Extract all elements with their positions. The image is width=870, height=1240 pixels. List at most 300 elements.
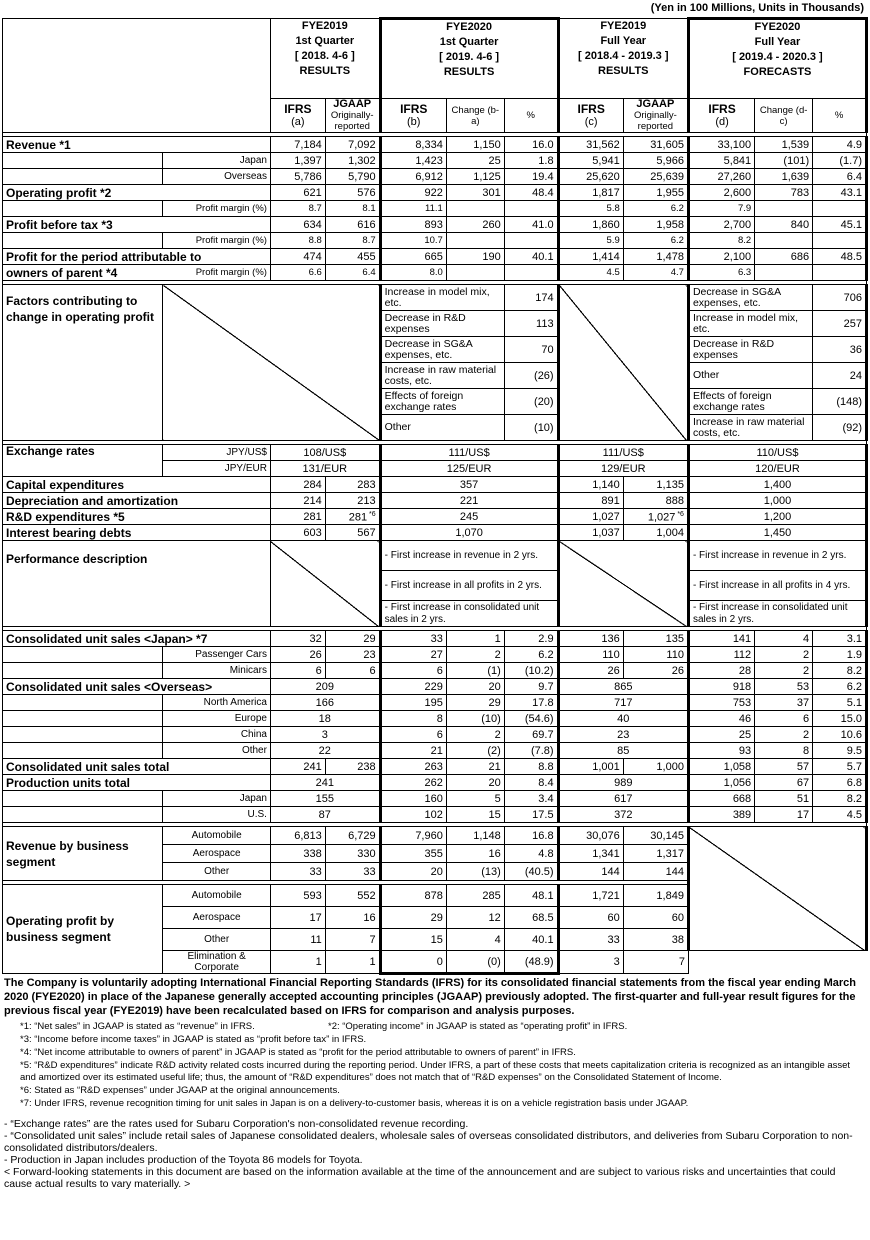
value-cell [504,233,558,249]
value-cell: 29 [325,631,380,647]
value-cell: 23 [558,727,688,743]
segment-sublabel: Elimination & Corporate [163,951,271,974]
factor-fy-value: (148) [813,389,867,415]
value-cell: 46 [688,711,754,727]
value-cell: 6,912 [380,169,446,185]
value-cell: 1,056 [688,775,754,791]
value-cell: 8.2 [813,663,867,679]
value-cell: 43.1 [813,185,867,201]
factor-fy-text: Decrease in SG&A expenses, etc. [688,285,812,311]
unit-note: (Yen in 100 Millions, Units in Thousands) [650,2,864,14]
value-cell: 1 [270,951,325,974]
value-cell: 21 [446,759,504,775]
segment-sublabel: Other [163,863,271,881]
value-cell: 48.1 [504,885,558,907]
row-sublabel: Profit margin (%) [163,233,271,249]
exchange-value: 131/EUR [270,461,380,477]
exchange-value: 111/US$ [380,445,558,461]
header-fye2020-full: FYE2020 Full Year [ 2019.4 - 2020.3 ] FORECASTS [688,19,866,99]
table-row [3,759,867,775]
value-cell: 33 [380,631,446,647]
table-row [3,153,867,169]
performance-q1-text: - First increase in revenue in 2 yrs. [380,541,558,571]
value-cell: 1,860 [558,217,623,233]
value-cell: 33 [270,863,325,881]
value-cell: 18 [270,711,380,727]
value-cell: 30,076 [558,827,623,845]
row-label-blank [3,727,163,743]
value-cell: 33,100 [688,137,754,153]
value-cell: 23 [325,647,380,663]
row-label-blank [3,233,163,249]
header-jgaap-orig-2: JGAAP Originally-reported [623,99,688,133]
table-row [3,695,867,711]
factor-q1-text: Other [380,415,504,441]
factor-fy-value: 706 [813,285,867,311]
value-cell: 25 [688,727,754,743]
value-cell: 8 [380,711,446,727]
table-row [3,647,867,663]
value-cell: 6.3 [688,265,754,281]
segment-label: Operating profit by business segment [3,885,163,974]
value-cell: 617 [558,791,688,807]
row-sublabel: Profit margin (%) [163,201,271,217]
value-cell: 53 [755,679,813,695]
value-cell: 3 [558,951,623,974]
value-cell: 1,317 [623,845,688,863]
exchange-value: 108/US$ [270,445,380,461]
header-ifrs-b: IFRS (b) [380,99,446,133]
value-cell: (2) [446,743,504,759]
value-cell: 27,260 [688,169,754,185]
segment-label: Revenue by business segment [3,827,163,881]
value-cell: 17.5 [504,807,558,823]
performance-fy-text: - First increase in revenue in 2 yrs. [688,541,866,571]
value-cell: 1,721 [558,885,623,907]
value-cell: (101) [755,153,813,169]
value-cell: 389 [688,807,754,823]
value-cell: 891 [558,493,623,509]
row-label: Production units total [3,775,271,791]
value-cell: 1.8 [504,153,558,169]
value-cell: 6 [325,663,380,679]
value-cell: 893 [380,217,446,233]
value-cell: 3.4 [504,791,558,807]
factor-q1-value: (26) [504,363,558,389]
value-cell: 260 [446,217,504,233]
value-cell: 281 [270,509,325,525]
exchange-value: 110/US$ [688,445,866,461]
factor-fy-text: Increase in raw material costs, etc. [688,415,812,441]
value-cell: 209 [270,679,380,695]
value-cell: 4.8 [504,845,558,863]
value-cell: 840 [755,217,813,233]
factor-q1-value: 70 [504,337,558,363]
exchange-label: Exchange rates [3,445,163,477]
value-cell: 25,639 [623,169,688,185]
value-cell: 20 [446,679,504,695]
value-cell: 144 [558,863,623,881]
value-cell: 567 [325,525,380,541]
value-cell: 29 [380,907,446,929]
row-label: Operating profit *2 [3,185,271,201]
row-label: Depreciation and amortization [3,493,271,509]
value-cell: 68.5 [504,907,558,929]
row-sublabel: Profit margin (%) [163,265,271,281]
value-cell: 102 [380,807,446,823]
segment-sublabel: Automobile [163,885,271,907]
value-cell: 4 [446,929,504,951]
value-cell: 238 [325,759,380,775]
header-pct-2: % [813,99,867,133]
value-cell: 4.7 [623,265,688,281]
value-cell: 989 [558,775,688,791]
header-ifrs-c: IFRS (c) [558,99,623,133]
value-cell: 7,184 [270,137,325,153]
value-cell: 455 [325,249,380,265]
value-cell: 41.0 [504,217,558,233]
value-cell: 67 [755,775,813,791]
table-row [3,185,867,201]
notes-section [4,976,862,1190]
value-cell: 6.2 [813,679,867,695]
factor-q1-value: (20) [504,389,558,415]
value-cell: (40.5) [504,863,558,881]
value-cell: 1 [446,631,504,647]
header-fye2020-q1: FYE2020 1st Quarter [ 2019. 4-6 ] RESULTS [380,19,558,99]
value-cell: 16 [446,845,504,863]
value-cell: 576 [325,185,380,201]
table-row [3,201,867,217]
value-cell: 1,414 [558,249,623,265]
value-cell: 5.8 [558,201,623,217]
header-pct-1: % [504,99,558,133]
value-cell: 45.1 [813,217,867,233]
factor-q1-text: Increase in raw material costs, etc. [380,363,504,389]
value-cell: 5,786 [270,169,325,185]
value-cell: 40.1 [504,929,558,951]
value-cell: 21 [380,743,446,759]
value-cell: 357 [380,477,558,493]
value-cell: 51 [755,791,813,807]
value-cell: 6 [380,663,446,679]
value-cell [813,233,867,249]
value-cell: 665 [380,249,446,265]
header-change-dc: Change (d-c) [755,99,813,133]
value-cell: 634 [270,217,325,233]
exchange-currency: JPY/EUR [163,461,271,477]
value-cell: (1) [446,663,504,679]
value-cell: 144 [623,863,688,881]
exchange-value: 111/US$ [558,445,688,461]
row-label-blank [3,153,163,169]
value-cell: 195 [380,695,446,711]
exchange-value: 129/EUR [558,461,688,477]
value-cell: 6.2 [623,201,688,217]
value-cell: 6.2 [504,647,558,663]
header-jgaap-orig-1: JGAAP Originally-reported [325,99,380,133]
value-cell: 19.4 [504,169,558,185]
exchange-rate-note: - “Exchange rates” are the rates used for Subaru Corporation's non-consolidated revenue recording. [4,1118,469,1130]
value-cell: 3 [270,727,380,743]
diagonal-blank [270,541,380,627]
value-cell: 878 [380,885,446,907]
table-row [3,265,867,281]
performance-fy-text: - First increase in consolidated unit sales in 2 yrs. [688,601,866,627]
row-label-blank [3,647,163,663]
value-cell: 28 [688,663,754,679]
value-cell: 2 [755,727,813,743]
diagonal-blank [688,827,866,951]
table-row [3,541,867,571]
value-cell: 33 [558,929,623,951]
value-cell: 1,070 [380,525,558,541]
value-cell: 29 [446,695,504,711]
value-cell: 5.7 [813,759,867,775]
header-blank [3,19,271,133]
row-label: Capital expenditures [3,477,271,493]
exchange-value: 120/EUR [688,461,866,477]
value-cell: 263 [380,759,446,775]
value-cell: 2,600 [688,185,754,201]
value-cell [446,233,504,249]
factors-label: Factors contributing to change in operating profit [3,285,163,441]
row-sublabel: Minicars [163,663,271,679]
diagonal-blank [163,285,380,441]
factor-fy-text: Effects of foreign exchange rates [688,389,812,415]
table-row [3,249,867,265]
value-cell: 0 [380,951,446,974]
value-cell: 1,450 [688,525,866,541]
value-cell: 7.9 [688,201,754,217]
table-row [3,631,867,647]
value-cell: 7,960 [380,827,446,845]
exchange-value: 125/EUR [380,461,558,477]
value-cell: 8.0 [380,265,446,281]
value-cell: (10.2) [504,663,558,679]
value-cell [813,265,867,281]
value-cell: 10.7 [380,233,446,249]
value-cell: 85 [558,743,688,759]
row-sublabel: Passenger Cars [163,647,271,663]
value-cell: 301 [446,185,504,201]
value-cell: 6.4 [813,169,867,185]
unit-sales-note: - “Consolidated unit sales” include retail sales of Japanese consolidated dealers, wholesale sales of overseas consolidated distributors, and deliveries from Subaru Corporation to non-consolidated distributors/dealers. [4,1130,853,1154]
value-cell: 284 [270,477,325,493]
row-label: R&D expenditures *5 [3,509,271,525]
value-cell: 60 [558,907,623,929]
value-cell: 338 [270,845,325,863]
table-row [3,217,867,233]
value-cell: 1,004 [623,525,688,541]
footnote-1-2: *1: “Net sales” in JGAAP is stated as “revenue” in IFRS. *2: “Operating income” in JGAAP is stated as “operating profit” in IFRS. [20,1021,628,1032]
value-cell: 16.0 [504,137,558,153]
value-cell: 5,790 [325,169,380,185]
value-cell: 33 [325,863,380,881]
segment-sublabel: Aerospace [163,845,271,863]
value-cell: 214 [270,493,325,509]
value-cell: 1,000 [623,759,688,775]
value-cell: 285 [446,885,504,907]
value-cell: 26 [270,647,325,663]
value-cell: 155 [270,791,380,807]
value-cell: 160 [380,791,446,807]
value-cell: 8.7 [325,233,380,249]
value-cell: 31,562 [558,137,623,153]
value-cell: 2,100 [688,249,754,265]
footnote-7: *7: Under IFRS, revenue recognition timing for unit sales in Japan is on a delivery-to-customer basis, whereas it is on a vehicle registration basis under JGAAP. [20,1098,689,1109]
value-cell: 1,478 [623,249,688,265]
value-cell: 38 [623,929,688,951]
value-cell: 241 [270,775,380,791]
value-cell: 245 [380,509,558,525]
value-cell: 1,817 [558,185,623,201]
value-cell: 5,966 [623,153,688,169]
performance-q1-text: - First increase in consolidated unit sales in 2 yrs. [380,601,558,627]
value-cell [755,201,813,217]
value-cell: 25,620 [558,169,623,185]
value-cell: 3.1 [813,631,867,647]
value-cell: 229 [380,679,446,695]
header-change-ba: Change (b-a) [446,99,504,133]
value-cell: 241 [270,759,325,775]
value-cell: 48.5 [813,249,867,265]
segment-sublabel: Aerospace [163,907,271,929]
value-cell: (0) [446,951,504,974]
value-cell: 37 [755,695,813,711]
row-sublabel: Europe [163,711,271,727]
value-cell: (1.7) [813,153,867,169]
exchange-currency: JPY/US$ [163,445,271,461]
value-cell: 1 [325,951,380,974]
value-cell: 8.2 [688,233,754,249]
value-cell: 136 [558,631,623,647]
footnote-5: *5: “R&D expenditures” indicate R&D activity related costs incurred during the reporting period. Under IFRS, a part of these costs that meets capitalization criteria is recognized as an intangible asset and amortized over its estimated useful life; thus, the amount of “R&D expenditures” does not match that of “R&D expenses” on the Consolidated Statement of Income. [20,1060,851,1083]
value-cell: 1,027 $^{*6}$ [623,509,688,525]
value-cell: 1,423 [380,153,446,169]
factor-fy-text: Decrease in R&D expenses [688,337,812,363]
value-cell: 1,397 [270,153,325,169]
factor-q1-text: Decrease in R&D expenses [380,311,504,337]
value-cell: 7,092 [325,137,380,153]
value-cell: 1,400 [688,477,866,493]
value-cell: 1.9 [813,647,867,663]
row-sublabel: U.S. [163,807,271,823]
performance-label: Performance description [3,541,271,627]
value-cell: 2.9 [504,631,558,647]
value-cell: 1,027 [558,509,623,525]
value-cell: 7 [623,951,688,974]
segment-sublabel: Other [163,929,271,951]
value-cell: 372 [558,807,688,823]
table-row [3,493,867,509]
value-cell: 283 [325,477,380,493]
row-label-blank [3,791,163,807]
row-sublabel: China [163,727,271,743]
value-cell: 1,302 [325,153,380,169]
value-cell: 31,605 [623,137,688,153]
row-label: Revenue *1 [3,137,271,153]
table-row [3,807,867,823]
factor-fy-value: (92) [813,415,867,441]
value-cell: 2,700 [688,217,754,233]
value-cell: 8 [755,743,813,759]
value-cell: 6 [380,727,446,743]
value-cell: 213 [325,493,380,509]
value-cell: 5 [446,791,504,807]
value-cell: 11.1 [380,201,446,217]
value-cell: 1,341 [558,845,623,863]
value-cell: 17 [755,807,813,823]
value-cell: 4.5 [558,265,623,281]
production-note: - Production in Japan includes production of the Toyota 86 models for Toyota. [4,1154,363,1166]
value-cell: 87 [270,807,380,823]
value-cell: 16 [325,907,380,929]
row-sublabel: Other [163,743,271,759]
value-cell: 93 [688,743,754,759]
value-cell: 12 [446,907,504,929]
row-label-blank [3,807,163,823]
factor-q1-value: 113 [504,311,558,337]
factor-fy-value: 257 [813,311,867,337]
value-cell: 4.5 [813,807,867,823]
table-row [3,233,867,249]
value-cell: 1,958 [623,217,688,233]
header-ifrs-a: IFRS (a) [270,99,325,133]
value-cell: 8.7 [270,201,325,217]
value-cell [446,201,504,217]
value-cell: 8,334 [380,137,446,153]
value-cell: 1,150 [446,137,504,153]
value-cell: 1,148 [446,827,504,845]
financial-results-table [2,17,868,975]
value-cell: 15.0 [813,711,867,727]
table-row [3,169,867,185]
table-row [3,663,867,679]
value-cell: 110 [623,647,688,663]
value-cell: 262 [380,775,446,791]
factor-fy-value: 24 [813,363,867,389]
value-cell: 9.7 [504,679,558,695]
value-cell: 4 [755,631,813,647]
value-cell: (54.6) [504,711,558,727]
value-cell: 112 [688,647,754,663]
row-sublabel: Japan [163,153,271,169]
value-cell: 17 [270,907,325,929]
table-row [3,509,867,525]
value-cell: 1,000 [688,493,866,509]
value-cell [813,201,867,217]
value-cell: 69.7 [504,727,558,743]
table-row [3,775,867,791]
performance-fy-text: - First increase in all profits in 4 yrs. [688,571,866,601]
table-row [3,679,867,695]
value-cell: 1,955 [623,185,688,201]
value-cell: 16.8 [504,827,558,845]
factor-q1-text: Decrease in SG&A expenses, etc. [380,337,504,363]
value-cell: 6 [755,711,813,727]
value-cell: 110 [558,647,623,663]
value-cell: 20 [380,863,446,881]
value-cell: 1,058 [688,759,754,775]
footnote-6: *6: Stated as “R&D expenses” under JGAAP at the original announcements. [20,1085,340,1096]
row-label: Interest bearing debts [3,525,271,541]
table-row [3,19,867,99]
value-cell: (7.8) [504,743,558,759]
table-row [3,445,867,461]
value-cell: 11 [270,929,325,951]
value-cell: 2 [446,647,504,663]
